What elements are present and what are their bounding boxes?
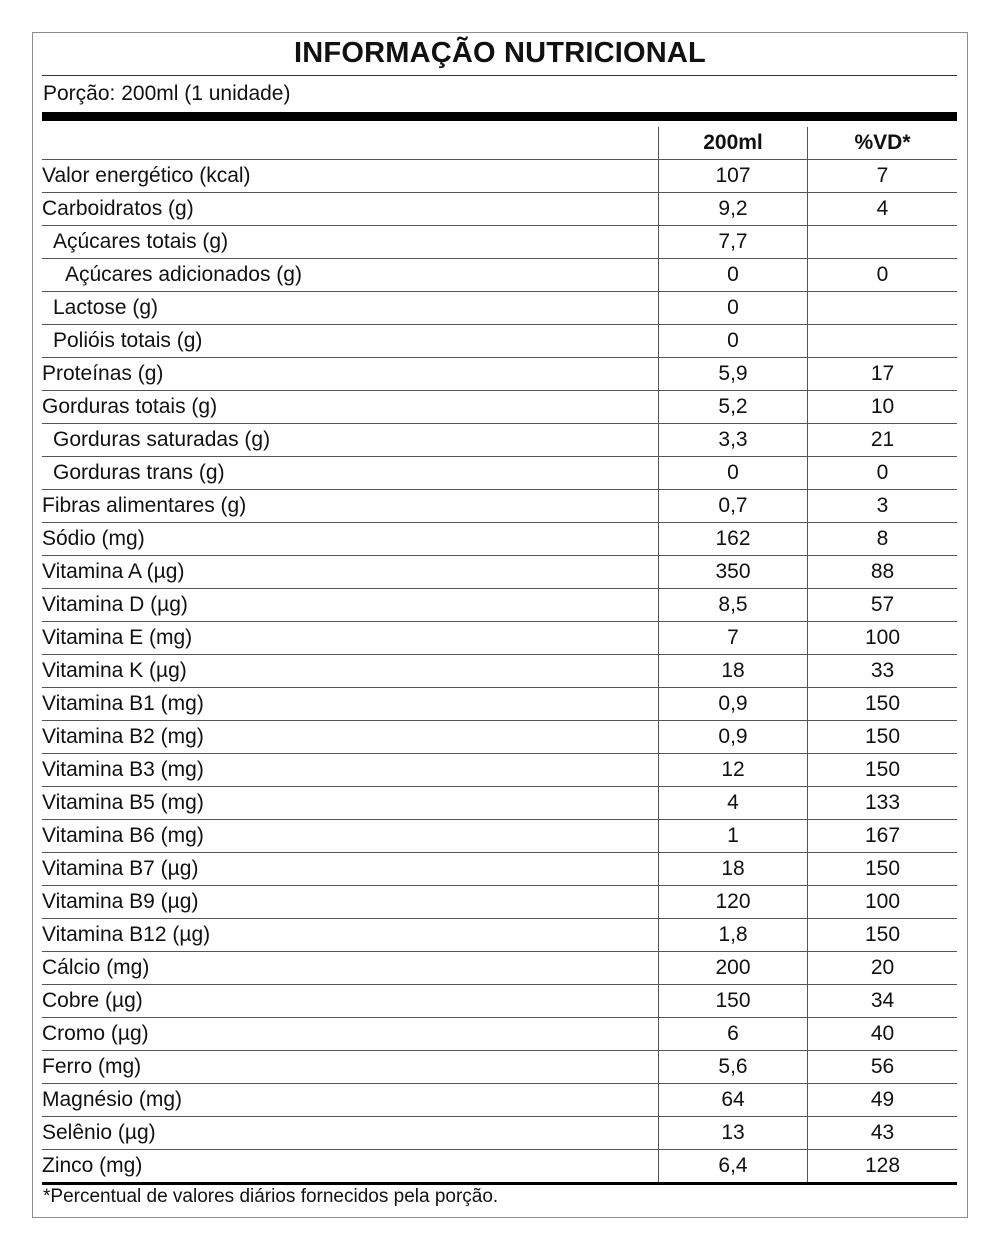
nutrient-dv: 150 [808, 754, 958, 787]
table-row [42, 1084, 957, 1117]
table-row [42, 391, 957, 424]
nutrient-dv: 34 [808, 985, 958, 1018]
table-row [42, 325, 957, 358]
nutrient-amount: 9,2 [659, 193, 808, 226]
nutrient-name: Cromo (µg) [42, 1018, 659, 1051]
nutrient-name: Açúcares totais (g) [42, 226, 659, 259]
nutrient-name: Gorduras saturadas (g) [42, 424, 659, 457]
table-row [42, 820, 957, 853]
nutrient-amount: 5,2 [659, 391, 808, 424]
nutrition-table [42, 127, 957, 1185]
nutrient-amount: 150 [659, 985, 808, 1018]
nutrient-name: Vitamina B9 (µg) [42, 886, 659, 919]
nutrient-dv: 20 [808, 952, 958, 985]
nutrient-name: Vitamina A (µg) [42, 556, 659, 589]
table-row [42, 160, 957, 193]
table-row [42, 259, 957, 292]
nutrient-amount: 7 [659, 622, 808, 655]
nutrient-name: Vitamina B5 (mg) [42, 787, 659, 820]
nutrient-dv: 3 [808, 490, 958, 523]
nutrient-dv: 0 [808, 457, 958, 490]
nutrient-dv: 17 [808, 358, 958, 391]
nutrient-amount: 5,9 [659, 358, 808, 391]
nutrient-name: Carboidratos (g) [42, 193, 659, 226]
nutrient-name: Magnésio (mg) [42, 1084, 659, 1117]
table-row [42, 952, 957, 985]
nutrient-dv: 33 [808, 655, 958, 688]
nutrient-name: Fibras alimentares (g) [42, 490, 659, 523]
nutrient-amount: 0 [659, 292, 808, 325]
table-row [42, 754, 957, 787]
nutrient-name: Vitamina B3 (mg) [42, 754, 659, 787]
nutrient-amount: 0,9 [659, 688, 808, 721]
nutrient-amount: 107 [659, 160, 808, 193]
nutrient-dv: 88 [808, 556, 958, 589]
table-row [42, 1051, 957, 1084]
nutrient-name: Gorduras totais (g) [42, 391, 659, 424]
nutrient-dv: 150 [808, 853, 958, 886]
nutrient-name: Polióis totais (g) [42, 325, 659, 358]
nutrient-name: Valor energético (kcal) [42, 160, 659, 193]
table-row [42, 226, 957, 259]
nutrient-dv: 167 [808, 820, 958, 853]
nutrient-dv: 8 [808, 523, 958, 556]
portion-size: Porção: 200ml (1 unidade) [43, 82, 291, 105]
nutrient-dv: 150 [808, 721, 958, 754]
nutrient-dv: 57 [808, 589, 958, 622]
nutrient-dv: 133 [808, 787, 958, 820]
table-row [42, 721, 957, 754]
table-row [42, 985, 957, 1018]
title-divider [42, 75, 957, 76]
nutrient-amount: 12 [659, 754, 808, 787]
nutrient-name: Selênio (µg) [42, 1117, 659, 1150]
nutrient-amount: 8,5 [659, 589, 808, 622]
nutrient-name: Gorduras trans (g) [42, 457, 659, 490]
nutrient-amount: 3,3 [659, 424, 808, 457]
table-row [42, 556, 957, 589]
nutrient-dv: 10 [808, 391, 958, 424]
table-row [42, 886, 957, 919]
dv-column-header: %VD* [808, 127, 958, 160]
table-row [42, 655, 957, 688]
table-row [42, 1117, 957, 1150]
nutrient-amount: 18 [659, 853, 808, 886]
nutrient-amount: 0 [659, 325, 808, 358]
nutrient-amount: 64 [659, 1084, 808, 1117]
nutrient-name: Vitamina B2 (mg) [42, 721, 659, 754]
nutrient-name: Vitamina B6 (mg) [42, 820, 659, 853]
nutrient-amount: 13 [659, 1117, 808, 1150]
nutrient-dv [808, 325, 958, 358]
nutrient-name: Vitamina B7 (µg) [42, 853, 659, 886]
table-row [42, 688, 957, 721]
nutrient-name: Zinco (mg) [42, 1150, 659, 1184]
nutrient-amount: 6,4 [659, 1150, 808, 1184]
nutrient-name: Vitamina B12 (µg) [42, 919, 659, 952]
nutrient-dv: 43 [808, 1117, 958, 1150]
table-row [42, 622, 957, 655]
table-row [42, 919, 957, 952]
amount-column-header: 200ml [659, 127, 808, 160]
nutrient-amount: 200 [659, 952, 808, 985]
table-row [42, 1018, 957, 1051]
nutrient-name: Ferro (mg) [42, 1051, 659, 1084]
nutrient-amount: 120 [659, 886, 808, 919]
thick-divider [42, 112, 957, 121]
nutrient-name: Cobre (µg) [42, 985, 659, 1018]
nutrient-dv: 150 [808, 688, 958, 721]
nutrient-dv: 40 [808, 1018, 958, 1051]
table-row [42, 457, 957, 490]
table-row [42, 1150, 957, 1184]
nutrient-dv: 128 [808, 1150, 958, 1184]
nutrient-name: Vitamina D (µg) [42, 589, 659, 622]
table-row [42, 193, 957, 226]
table-row [42, 358, 957, 391]
nutrient-amount: 4 [659, 787, 808, 820]
nutrient-column-header [42, 127, 659, 160]
nutrient-name: Cálcio (mg) [42, 952, 659, 985]
nutrient-amount: 0,7 [659, 490, 808, 523]
nutrient-amount: 18 [659, 655, 808, 688]
nutrient-name: Vitamina E (mg) [42, 622, 659, 655]
table-row [42, 523, 957, 556]
nutrient-name: Sódio (mg) [42, 523, 659, 556]
table-row [42, 424, 957, 457]
nutrient-dv: 100 [808, 622, 958, 655]
nutrient-amount: 7,7 [659, 226, 808, 259]
label-title: INFORMAÇÃO NUTRICIONAL [294, 37, 706, 69]
nutrient-dv: 100 [808, 886, 958, 919]
nutrient-dv [808, 292, 958, 325]
table-header-row [42, 127, 957, 160]
table-row [42, 292, 957, 325]
nutrient-dv: 56 [808, 1051, 958, 1084]
nutrient-dv: 7 [808, 160, 958, 193]
table-row [42, 490, 957, 523]
table-row [42, 787, 957, 820]
table-row [42, 853, 957, 886]
nutrient-amount: 6 [659, 1018, 808, 1051]
nutrient-amount: 1 [659, 820, 808, 853]
nutrient-amount: 0,9 [659, 721, 808, 754]
nutrient-dv: 4 [808, 193, 958, 226]
nutrient-amount: 1,8 [659, 919, 808, 952]
table-row [42, 589, 957, 622]
nutrient-amount: 0 [659, 457, 808, 490]
nutrient-dv: 0 [808, 259, 958, 292]
nutrient-dv: 21 [808, 424, 958, 457]
nutrient-name: Lactose (g) [42, 292, 659, 325]
nutrient-name: Açúcares adicionados (g) [42, 259, 659, 292]
nutrient-dv [808, 226, 958, 259]
nutrient-dv: 49 [808, 1084, 958, 1117]
footnote: *Percentual de valores diários fornecidos pela porção. [43, 1186, 499, 1207]
nutrient-amount: 350 [659, 556, 808, 589]
nutrient-dv: 150 [808, 919, 958, 952]
nutrient-amount: 0 [659, 259, 808, 292]
nutrient-name: Proteínas (g) [42, 358, 659, 391]
nutrient-name: Vitamina B1 (mg) [42, 688, 659, 721]
nutrient-name: Vitamina K (µg) [42, 655, 659, 688]
nutrient-amount: 5,6 [659, 1051, 808, 1084]
nutrient-amount: 162 [659, 523, 808, 556]
